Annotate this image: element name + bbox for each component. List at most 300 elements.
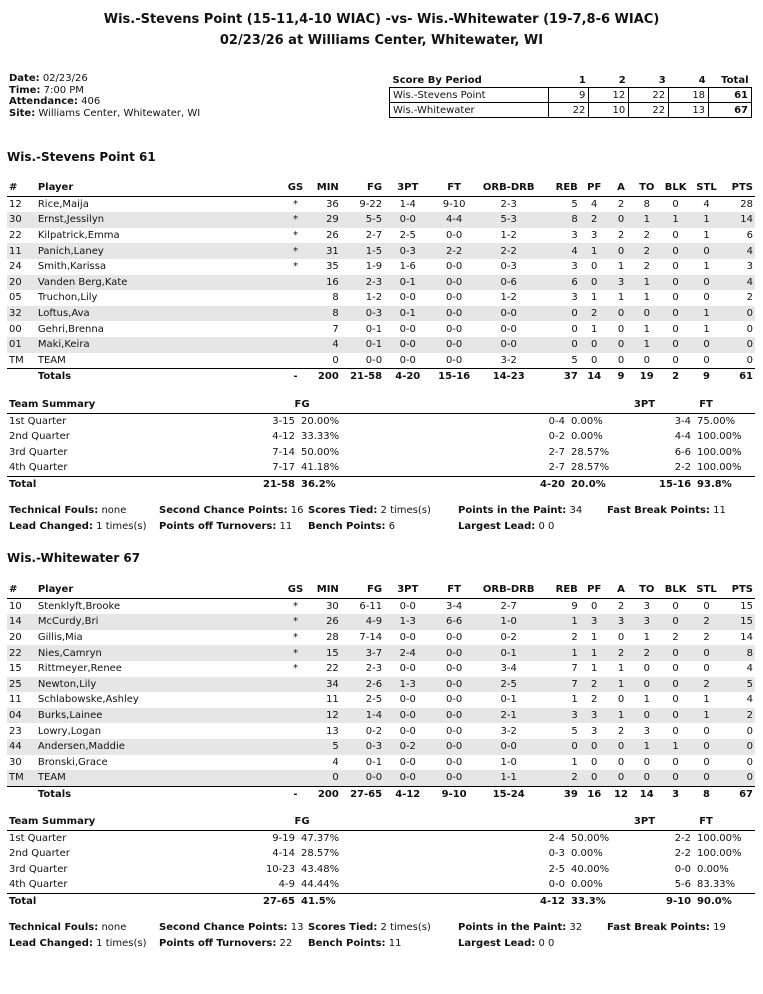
- summary-cell: 2-5: [548, 863, 566, 875]
- player-reb: 0: [541, 337, 580, 353]
- summary-total-row: [7, 476, 755, 492]
- player-a: 2: [617, 230, 625, 242]
- summary-cell: 20.00%: [301, 415, 340, 427]
- player-blk: 0: [672, 694, 679, 706]
- player-min: 12: [308, 708, 341, 724]
- misc-paint-value: 34: [569, 505, 583, 516]
- misc-paint-value: 32: [569, 922, 583, 933]
- player-to: 2: [643, 261, 650, 273]
- player-fg: 4-9: [341, 614, 384, 630]
- player-player: Smith,Karissa: [37, 261, 107, 273]
- player-row: [7, 337, 755, 353]
- summary-quarter-row: [7, 846, 755, 862]
- player-player: Vanden Berg,Kate: [36, 275, 283, 291]
- summary-cell: 4-12: [397, 893, 567, 909]
- player-num: 20: [7, 275, 36, 291]
- date-label: Date:: [9, 73, 40, 84]
- col-header-blk: BLK: [660, 180, 691, 196]
- misc-paint: [458, 920, 582, 936]
- player-row: [7, 630, 755, 646]
- col-header-3pt: 3PT: [384, 180, 431, 196]
- player-fg: 2-5: [365, 694, 383, 706]
- player-player: Schlabowske,Ashley: [37, 694, 139, 706]
- player-3pt: 2-4: [384, 645, 431, 661]
- summary-title: Team Summary: [7, 397, 207, 413]
- player-blk: 0: [660, 770, 691, 786]
- player-num: 04: [7, 708, 36, 724]
- summary-cell: 2-2: [674, 462, 692, 474]
- score-team: Wis.-Whitewater: [390, 103, 549, 118]
- totals-min: 200: [308, 369, 341, 385]
- col-header-player: Player: [36, 180, 283, 196]
- score-cell: 10: [589, 103, 629, 118]
- summary-cell: 4-20: [397, 476, 567, 492]
- period-4-header: 4: [669, 73, 709, 88]
- summary-cell: 75.00%: [697, 415, 736, 427]
- attendance-label: Attendance:: [9, 96, 78, 107]
- player-reb: 3: [571, 261, 578, 273]
- score-team: Wis.-Stevens Point: [390, 88, 549, 103]
- misc-tied-label: Scores Tied:: [308, 505, 378, 516]
- summary-total-row: [7, 893, 755, 909]
- score-cell: 13: [669, 103, 709, 118]
- player-reb: 0: [541, 306, 580, 322]
- player-min: 26: [326, 230, 339, 242]
- period-total-header: Total: [709, 73, 752, 88]
- player-gs: *: [283, 243, 308, 259]
- totals-pf: 16: [580, 786, 609, 802]
- player-orb-drb: 3-4: [500, 663, 517, 675]
- summary-cell: 10-23: [265, 863, 295, 875]
- summary-quarter-row: [7, 413, 755, 429]
- player-row: [7, 645, 755, 661]
- player-gs: [283, 321, 308, 337]
- player-orb-drb: 1-2: [500, 292, 517, 304]
- player-to: 1: [643, 323, 650, 335]
- totals-pts: 67: [722, 786, 755, 802]
- summary-cell: 2nd Quarter: [9, 848, 70, 860]
- player-gs: [283, 275, 308, 291]
- player-stl: 1: [691, 212, 722, 228]
- misc-tech-value: none: [101, 922, 127, 933]
- player-row: [7, 321, 755, 337]
- misc-paint-label: Points in the Paint:: [458, 922, 567, 933]
- score-cell: 22: [629, 103, 669, 118]
- summary-cell: 27-65: [207, 893, 297, 909]
- player-row: [7, 228, 755, 244]
- period-3-header: 3: [629, 73, 669, 88]
- player-pts: 28: [740, 198, 753, 210]
- col-header-pf: PF: [580, 180, 609, 196]
- summary-cell: 1st Quarter: [9, 832, 67, 844]
- player-pf: 1: [591, 292, 598, 304]
- player-stl: 0: [691, 337, 722, 353]
- player-min: 22: [326, 663, 339, 675]
- player-pf: 1: [591, 632, 598, 644]
- box-header-row: [7, 582, 755, 598]
- player-ft: 0-0: [445, 756, 463, 768]
- attendance-value: 406: [81, 96, 101, 107]
- player-stl: 0: [703, 292, 710, 304]
- player-player: Stenklyft,Brooke: [37, 600, 121, 612]
- player-reb: 5: [571, 725, 578, 737]
- player-blk: 0: [672, 354, 679, 366]
- misc-tech-label: Technical Fouls:: [9, 505, 99, 516]
- col-header-to: TO: [633, 180, 660, 196]
- player-3pt: 0-0: [399, 323, 416, 335]
- col-header-pts: PTS: [722, 582, 755, 598]
- player-reb: 9: [571, 600, 578, 612]
- player-3pt: 0-1: [384, 275, 431, 291]
- player-gs: *: [292, 632, 298, 644]
- player-stl: 0: [691, 739, 722, 755]
- summary-cell: 100.00%: [697, 462, 742, 474]
- player-min: 30: [326, 600, 339, 612]
- misc-tech: [9, 503, 126, 519]
- player-ft: 0-0: [445, 261, 463, 273]
- player-ft: 0-0: [431, 677, 476, 693]
- player-to: 1: [643, 292, 650, 304]
- player-fg: 0-2: [365, 725, 383, 737]
- player-a: 3: [609, 275, 634, 291]
- player-stl: 1: [703, 230, 710, 242]
- player-player: Gillis,Mia: [37, 632, 83, 644]
- summary-cell: 40.00%: [571, 863, 610, 875]
- player-3pt: 0-3: [384, 243, 431, 259]
- player-min: 15: [308, 645, 341, 661]
- player-row: [7, 259, 755, 275]
- player-gs: [283, 353, 308, 369]
- player-a: 0: [609, 212, 634, 228]
- player-orb-drb: 2-1: [477, 708, 541, 724]
- score-by-period-header: [390, 73, 752, 88]
- player-stl: 4: [703, 198, 710, 210]
- player-to: 2: [633, 645, 660, 661]
- player-fg: 2-3: [341, 275, 384, 291]
- col-header-num: #: [7, 582, 36, 598]
- player-fg: 0-1: [341, 337, 384, 353]
- player-pts: 14: [740, 632, 753, 644]
- player-gs: *: [283, 212, 308, 228]
- misc-scp-label: Second Chance Points:: [159, 922, 288, 933]
- totals-reb: 39: [541, 786, 580, 802]
- player-row: [7, 275, 755, 291]
- summary-cell: 2nd Quarter: [9, 431, 70, 443]
- summary-cell: 36.2%: [297, 476, 397, 492]
- misc-bench: [308, 936, 401, 952]
- player-row: [7, 598, 755, 614]
- player-orb-drb: 0-0: [477, 306, 541, 322]
- player-to: 2: [633, 243, 660, 259]
- player-fg: 1-9: [365, 261, 383, 273]
- misc-lead-label: Lead Changed:: [9, 521, 93, 532]
- misc-bench-label: Bench Points:: [308, 938, 386, 949]
- summary-header-row: [7, 814, 755, 830]
- player-a: 0: [609, 337, 634, 353]
- misc-fb-label: Fast Break Points:: [607, 505, 710, 516]
- totals-player: Totals: [36, 786, 283, 802]
- misc-largest: [458, 519, 554, 535]
- player-gs: [283, 337, 308, 353]
- summary-cell: 93.8%: [693, 476, 755, 492]
- misc-scp-label: Second Chance Points:: [159, 505, 288, 516]
- player-blk: 0: [660, 306, 691, 322]
- summary-cell: 4-14: [272, 848, 295, 860]
- player-stl: 0: [703, 725, 710, 737]
- time-label: Time:: [9, 84, 41, 96]
- totals-ft: 9-10: [431, 786, 476, 802]
- player-gs: [283, 739, 308, 755]
- player-to: 8: [643, 198, 650, 210]
- player-pts: 4: [722, 243, 755, 259]
- summary-cell: 50.00%: [571, 832, 610, 844]
- player-num: 30: [9, 756, 22, 768]
- totals-stl: 8: [691, 786, 722, 802]
- player-blk: 0: [672, 198, 679, 210]
- player-blk: 2: [672, 632, 679, 644]
- summary-cell: 43.48%: [301, 863, 340, 875]
- player-ft: 0-0: [445, 354, 463, 366]
- player-num: 01: [7, 337, 36, 353]
- totals-num: [7, 786, 36, 802]
- player-blk: 0: [660, 275, 691, 291]
- player-pts: 0: [722, 337, 755, 353]
- player-min: 13: [326, 725, 339, 737]
- player-ft: 9-10: [442, 198, 466, 210]
- player-a: 1: [617, 663, 625, 675]
- player-ft: 0-0: [445, 663, 463, 675]
- team-heading-stevens-point: Wis.-Stevens Point 61: [7, 150, 156, 164]
- totals-a: 9: [609, 369, 634, 385]
- col-header-orb-drb: ORB-DRB: [477, 180, 541, 196]
- player-orb-drb: 0-1: [477, 645, 541, 661]
- misc-lead-value: 1 times(s): [96, 521, 147, 532]
- player-reb: 5: [571, 198, 578, 210]
- player-3pt: 2-5: [399, 230, 416, 242]
- player-to: 3: [643, 600, 650, 612]
- player-orb-drb: 0-1: [500, 694, 517, 706]
- player-player: Gehri,Brenna: [37, 323, 104, 335]
- player-a: 1: [617, 292, 625, 304]
- player-pf: 0: [591, 261, 598, 273]
- box-header-row: [7, 180, 755, 196]
- summary-cell: 4-9: [278, 879, 295, 891]
- summary-cell: 3rd Quarter: [9, 863, 68, 875]
- player-3pt: 0-0: [399, 663, 416, 675]
- player-pts: 5: [722, 677, 755, 693]
- player-to: 1: [633, 212, 660, 228]
- totals-pf: 14: [580, 369, 609, 385]
- player-ft: 0-0: [431, 275, 476, 291]
- player-gs: [283, 692, 308, 708]
- player-reb: 5: [571, 354, 578, 366]
- misc-tech: [9, 920, 126, 936]
- summary-cell: 2-4: [548, 832, 566, 844]
- player-stl: 0: [703, 756, 710, 768]
- player-blk: 1: [660, 212, 691, 228]
- misc-pot: [159, 519, 292, 535]
- player-gs: [283, 723, 308, 739]
- player-player: TEAM: [36, 770, 283, 786]
- player-pf: 3: [591, 230, 598, 242]
- misc-largest-value: 0 0: [538, 521, 555, 532]
- col-header-min: MIN: [308, 180, 341, 196]
- col-header-orb-drb: ORB-DRB: [477, 582, 541, 598]
- player-pts: 2: [746, 292, 753, 304]
- player-3pt: 0-0: [384, 337, 431, 353]
- misc-tied: [308, 503, 431, 519]
- player-to: 0: [633, 306, 660, 322]
- summary-cell: 0.00%: [697, 863, 729, 875]
- player-3pt: 0-0: [399, 725, 416, 737]
- summary-quarter-row: [7, 877, 755, 893]
- player-player: Newton,Lily: [36, 677, 283, 693]
- player-min: 0: [308, 770, 341, 786]
- summary-cell: 4-12: [272, 431, 295, 443]
- misc-fb: [607, 920, 726, 936]
- summary-cell: 5-6: [674, 879, 692, 891]
- col-header-pf: PF: [580, 582, 609, 598]
- player-3pt: 0-1: [384, 306, 431, 322]
- misc-lead: [9, 936, 147, 952]
- site-value: Williams Center, Whitewater, WI: [38, 107, 201, 119]
- player-min: 0: [332, 354, 339, 366]
- col-header-blk: BLK: [660, 582, 691, 598]
- misc-tied-label: Scores Tied:: [308, 922, 378, 933]
- player-pf: 3: [580, 708, 609, 724]
- player-fg: 2-3: [365, 663, 383, 675]
- col-header-player: Player: [36, 582, 283, 598]
- misc-fb-value: 19: [713, 922, 726, 933]
- misc-tech-value: none: [101, 505, 127, 516]
- player-player: Truchon,Lily: [37, 292, 98, 304]
- player-to: 0: [633, 708, 660, 724]
- misc-largest-label: Largest Lead:: [458, 938, 536, 949]
- player-num: 22: [9, 230, 22, 242]
- player-num: 25: [7, 677, 36, 693]
- player-player: Andersen,Maddie: [36, 739, 283, 755]
- player-reb: 4: [541, 243, 580, 259]
- player-num: 11: [9, 694, 22, 706]
- player-a: 0: [609, 243, 634, 259]
- summary-fg-header: FG: [207, 397, 397, 413]
- summary-cell: 28.57%: [301, 848, 340, 860]
- player-pf: 0: [591, 600, 598, 612]
- player-pts: 0: [722, 739, 755, 755]
- misc-largest: [458, 936, 554, 952]
- box-score-stevens-point: [7, 180, 755, 385]
- summary-cell: 7-14: [272, 446, 295, 458]
- summary-cell: 100.00%: [697, 832, 742, 844]
- player-3pt: 0-0: [384, 708, 431, 724]
- misc-pot: [159, 936, 292, 952]
- player-player: Burks,Lainee: [36, 708, 283, 724]
- player-reb: 2: [541, 770, 580, 786]
- player-a: 2: [609, 645, 634, 661]
- player-row: [7, 723, 755, 739]
- player-gs: [283, 755, 308, 771]
- player-reb: 7: [571, 663, 578, 675]
- totals-ft: 15-16: [431, 369, 476, 385]
- summary-cell: 2-7: [548, 446, 566, 458]
- player-pts: 4: [722, 275, 755, 291]
- game-info: [9, 73, 200, 119]
- player-to: 3: [633, 614, 660, 630]
- player-to: 1: [643, 632, 650, 644]
- summary-cell: 1st Quarter: [9, 415, 67, 427]
- misc-tied-value: 2 times(s): [380, 505, 431, 516]
- misc-scp: [159, 503, 303, 519]
- summary-cell: 0.00%: [571, 431, 603, 443]
- player-row: [7, 353, 755, 369]
- summary-cell: 21-58: [207, 476, 297, 492]
- summary-cell: 4th Quarter: [9, 879, 68, 891]
- player-a: 0: [609, 306, 634, 322]
- time-value: 7:00 PM: [43, 84, 84, 96]
- player-blk: 0: [660, 708, 691, 724]
- totals-fg: 21-58: [341, 369, 384, 385]
- summary-cell: 0.00%: [571, 415, 603, 427]
- player-pts: 4: [746, 694, 753, 706]
- player-stl: 0: [703, 600, 710, 612]
- player-3pt: 0-0: [399, 292, 416, 304]
- player-ft: 0-0: [431, 337, 476, 353]
- summary-cell: 0.00%: [571, 879, 603, 891]
- player-gs: *: [292, 198, 298, 210]
- player-blk: 0: [672, 756, 679, 768]
- summary-cell: 41.5%: [297, 893, 397, 909]
- player-pf: 1: [580, 645, 609, 661]
- player-player: Rittmeyer,Renee: [37, 663, 122, 675]
- player-orb-drb: 0-0: [477, 337, 541, 353]
- player-orb-drb: 3-2: [500, 725, 517, 737]
- summary-ft-header: FT: [657, 397, 755, 413]
- player-blk: 0: [672, 230, 679, 242]
- player-3pt: 1-6: [399, 261, 416, 273]
- player-fg: 0-1: [365, 323, 383, 335]
- player-orb-drb: 2-7: [500, 600, 517, 612]
- misc-pot-value: 11: [279, 521, 293, 532]
- misc-fb-value: 11: [713, 505, 726, 516]
- player-num: 05: [9, 292, 22, 304]
- player-3pt: 0-0: [399, 600, 416, 612]
- totals-gs: -: [283, 786, 308, 802]
- player-stl: 2: [691, 677, 722, 693]
- player-pf: 1: [580, 243, 609, 259]
- player-gs: [283, 677, 308, 693]
- misc-scp-value: 13: [290, 922, 304, 933]
- player-orb-drb: 0-2: [500, 632, 517, 644]
- player-ft: 0-0: [445, 323, 463, 335]
- score-cell: 22: [549, 103, 589, 118]
- player-pts: 0: [722, 306, 755, 322]
- player-fg: 3-7: [341, 645, 384, 661]
- summary-cell: Total: [7, 476, 207, 492]
- summary-cell: 100.00%: [697, 848, 742, 860]
- player-pts: 0: [746, 354, 753, 366]
- summary-cell: 9-10: [657, 893, 693, 909]
- player-row: [7, 755, 755, 771]
- player-pf: 0: [591, 354, 598, 366]
- summary-cell: 0-2: [548, 431, 566, 443]
- summary-quarter-row: [7, 445, 755, 461]
- player-reb: 0: [571, 323, 578, 335]
- player-3pt: 1-3: [384, 614, 431, 630]
- player-min: 31: [308, 243, 341, 259]
- player-pf: 4: [591, 198, 598, 210]
- col-header-fg: FG: [341, 582, 384, 598]
- player-row: [7, 739, 755, 755]
